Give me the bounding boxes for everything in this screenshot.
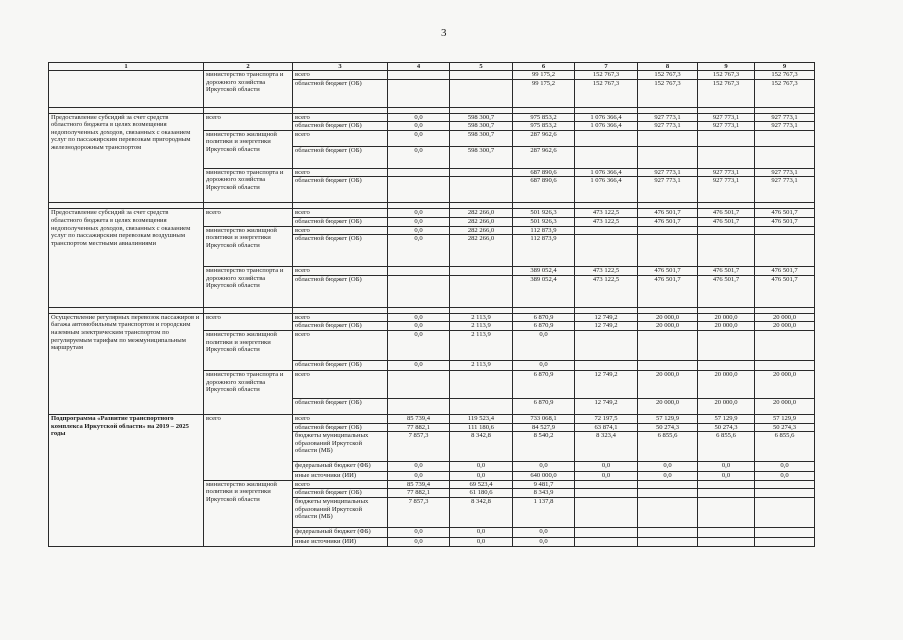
budget-table [48, 62, 815, 547]
value-cell: 0,0 [755, 472, 815, 481]
value-cell: 6 870,9 [513, 370, 575, 398]
value-cell: 112 873,9 [513, 235, 575, 267]
value-cell [450, 275, 513, 307]
value-cell [698, 480, 755, 489]
source-cell: всего [293, 414, 388, 423]
value-cell: 927 773,1 [638, 113, 698, 122]
value-cell: 50 274,3 [638, 423, 698, 432]
value-cell: 50 274,3 [755, 423, 815, 432]
source-cell: областной бюджет (ОБ) [293, 235, 388, 267]
value-cell: 476 501,7 [638, 209, 698, 218]
value-cell: 20 000,0 [755, 398, 815, 414]
value-cell: 0,0 [513, 462, 575, 472]
value-cell: 927 773,1 [698, 177, 755, 203]
source-cell: областной бюджет (ОБ) [293, 423, 388, 432]
value-cell: 1 076 366,4 [575, 168, 638, 177]
value-cell [638, 497, 698, 527]
value-cell: 7 857,3 [388, 497, 450, 527]
column-header: 8 [638, 63, 698, 71]
source-cell: иные источники (ИИ) [293, 472, 388, 481]
value-cell: 77 882,1 [388, 489, 450, 498]
value-cell: 473 122,5 [575, 209, 638, 218]
value-cell [755, 146, 815, 168]
measure-title-cell: Осуществление регулярных перевозок пассажиров и багажа автомобильным транспортом и городским наземным электрическим транспортом по регулируемым тарифам по межмуниципальным маршрутам [49, 313, 204, 414]
value-cell [450, 398, 513, 414]
executor-cell: министерство жилищной политики и энергетики Иркутской области [204, 226, 293, 267]
value-cell: 1 137,8 [513, 497, 575, 527]
value-cell: 6 870,9 [513, 313, 575, 322]
value-cell: 152 767,3 [575, 71, 638, 80]
column-header: 7 [575, 63, 638, 71]
value-cell: 473 122,5 [575, 275, 638, 307]
value-cell: 6 870,9 [513, 322, 575, 331]
value-cell: 0,0 [388, 226, 450, 235]
value-cell [755, 527, 815, 537]
value-cell: 927 773,1 [755, 177, 815, 203]
value-cell: 8 342,8 [450, 432, 513, 462]
value-cell: 476 501,7 [638, 217, 698, 226]
value-cell: 975 853,2 [513, 113, 575, 122]
value-cell: 0,0 [388, 472, 450, 481]
value-cell: 0,0 [388, 313, 450, 322]
value-cell: 927 773,1 [755, 122, 815, 131]
value-cell: 0,0 [698, 462, 755, 472]
header-row [49, 63, 815, 71]
source-cell: федеральный бюджет (ФБ) [293, 527, 388, 537]
value-cell: 84 527,9 [513, 423, 575, 432]
value-cell [388, 267, 450, 276]
value-cell: 1 076 366,4 [575, 177, 638, 203]
value-cell [638, 489, 698, 498]
column-header: 6 [513, 63, 575, 71]
value-cell: 733 068,1 [513, 414, 575, 423]
value-cell [575, 497, 638, 527]
source-cell: иные источники (ИИ) [293, 537, 388, 546]
value-cell [698, 537, 755, 546]
value-cell: 0,0 [513, 527, 575, 537]
value-cell [638, 226, 698, 235]
value-cell: 20 000,0 [755, 313, 815, 322]
value-cell: 927 773,1 [638, 168, 698, 177]
value-cell [450, 177, 513, 203]
value-cell: 389 052,4 [513, 267, 575, 276]
value-cell: 77 882,1 [388, 423, 450, 432]
executor-cell: министерство транспорта и дорожного хозяйства Иркутской области [204, 168, 293, 203]
column-header: 1 [49, 63, 204, 71]
value-cell [638, 146, 698, 168]
value-cell: 598 300,7 [450, 130, 513, 146]
value-cell: 6 855,6 [755, 432, 815, 462]
value-cell: 152 767,3 [638, 71, 698, 80]
value-cell: 85 739,4 [388, 480, 450, 489]
value-cell: 282 266,0 [450, 217, 513, 226]
value-cell [575, 226, 638, 235]
value-cell: 640 000,0 [513, 472, 575, 481]
value-cell [388, 398, 450, 414]
value-cell: 7 857,3 [388, 432, 450, 462]
value-cell [638, 480, 698, 489]
value-cell [575, 146, 638, 168]
value-cell [388, 370, 450, 398]
value-cell: 50 274,3 [698, 423, 755, 432]
value-cell: 20 000,0 [755, 322, 815, 331]
executor-cell: министерство транспорта и дорожного хозяйства Иркутской области [204, 370, 293, 414]
executor-cell: всего [204, 209, 293, 226]
source-cell: всего [293, 313, 388, 322]
value-cell: 152 767,3 [698, 71, 755, 80]
source-cell: областной бюджет (ОБ) [293, 322, 388, 331]
value-cell: 0,0 [388, 122, 450, 131]
value-cell: 8 323,4 [575, 432, 638, 462]
value-cell: 287 962,6 [513, 146, 575, 168]
source-cell: областной бюджет (ОБ) [293, 275, 388, 307]
value-cell: 598 300,7 [450, 122, 513, 131]
value-cell [450, 267, 513, 276]
value-cell [388, 168, 450, 177]
value-cell [638, 537, 698, 546]
value-cell: 975 853,2 [513, 122, 575, 131]
value-cell: 927 773,1 [698, 168, 755, 177]
value-cell: 99 175,2 [513, 71, 575, 80]
source-cell: всего [293, 113, 388, 122]
value-cell [575, 537, 638, 546]
value-cell: 476 501,7 [755, 209, 815, 218]
value-cell: 0,0 [513, 537, 575, 546]
value-cell: 927 773,1 [755, 168, 815, 177]
table-row [49, 113, 815, 122]
value-cell: 282 266,0 [450, 209, 513, 218]
value-cell: 8 342,8 [450, 497, 513, 527]
value-cell: 8 540,2 [513, 432, 575, 462]
source-cell: федеральный бюджет (ФБ) [293, 462, 388, 472]
value-cell: 12 749,2 [575, 322, 638, 331]
source-cell: всего [293, 130, 388, 146]
value-cell [755, 235, 815, 267]
value-cell [575, 489, 638, 498]
value-cell: 2 113,9 [450, 330, 513, 360]
subprogram-title-cell: Подпрограмма «Развитие транспортного комплекса Иркутской области» на 2019 – 2025 годы [49, 414, 204, 546]
source-cell: всего [293, 71, 388, 80]
value-cell: 152 767,3 [575, 79, 638, 107]
executor-cell: министерство жилищной политики и энергетики Иркутской области [204, 480, 293, 546]
executor-cell: министерство транспорта и дорожного хозяйства Иркутской области [204, 71, 293, 108]
value-cell: 476 501,7 [698, 217, 755, 226]
value-cell: 927 773,1 [755, 113, 815, 122]
value-cell [575, 360, 638, 370]
page-number: 3 [441, 27, 447, 39]
executor-cell: министерство жилищной политики и энергетики Иркутской области [204, 130, 293, 168]
value-cell [450, 168, 513, 177]
value-cell: 476 501,7 [755, 217, 815, 226]
column-header: 4 [388, 63, 450, 71]
value-cell: 389 052,4 [513, 275, 575, 307]
column-header: 9 [755, 63, 815, 71]
value-cell: 20 000,0 [698, 398, 755, 414]
value-cell [698, 235, 755, 267]
value-cell: 0,0 [450, 537, 513, 546]
value-cell [638, 527, 698, 537]
value-cell: 0,0 [450, 472, 513, 481]
value-cell [755, 360, 815, 370]
value-cell: 476 501,7 [638, 267, 698, 276]
value-cell: 0,0 [388, 113, 450, 122]
value-cell: 0,0 [388, 217, 450, 226]
value-cell [575, 527, 638, 537]
value-cell: 57 129,9 [755, 414, 815, 423]
source-cell: областной бюджет (ОБ) [293, 398, 388, 414]
value-cell: 476 501,7 [755, 267, 815, 276]
source-cell: бюджеты муниципальных образований Иркутской области (МБ) [293, 432, 388, 462]
table-row [49, 313, 815, 322]
value-cell [698, 146, 755, 168]
column-header: 5 [450, 63, 513, 71]
value-cell: 0,0 [755, 462, 815, 472]
value-cell: 0,0 [513, 360, 575, 370]
source-cell: областной бюджет (ОБ) [293, 489, 388, 498]
value-cell [388, 275, 450, 307]
value-cell [698, 527, 755, 537]
value-cell: 12 749,2 [575, 313, 638, 322]
value-cell: 20 000,0 [638, 370, 698, 398]
value-cell: 20 000,0 [755, 370, 815, 398]
source-cell: всего [293, 370, 388, 398]
value-cell [450, 71, 513, 80]
value-cell: 20 000,0 [638, 313, 698, 322]
value-cell [575, 330, 638, 360]
value-cell: 927 773,1 [698, 113, 755, 122]
value-cell: 57 129,9 [638, 414, 698, 423]
value-cell: 6 870,9 [513, 398, 575, 414]
value-cell [755, 489, 815, 498]
value-cell: 476 501,7 [698, 267, 755, 276]
value-cell [638, 130, 698, 146]
value-cell: 119 523,4 [450, 414, 513, 423]
executor-cell: всего [204, 313, 293, 330]
value-cell [450, 79, 513, 107]
value-cell: 687 890,6 [513, 177, 575, 203]
column-header: 3 [293, 63, 388, 71]
value-cell: 20 000,0 [638, 322, 698, 331]
value-cell: 0,0 [388, 235, 450, 267]
value-cell: 57 129,9 [698, 414, 755, 423]
value-cell: 282 266,0 [450, 235, 513, 267]
value-cell: 476 501,7 [638, 275, 698, 307]
source-cell: областной бюджет (ОБ) [293, 122, 388, 131]
value-cell: 0,0 [388, 360, 450, 370]
value-cell: 476 501,7 [698, 209, 755, 218]
value-cell: 0,0 [450, 527, 513, 537]
value-cell: 0,0 [388, 462, 450, 472]
table-row [49, 209, 815, 218]
executor-cell: министерство транспорта и дорожного хозяйства Иркутской области [204, 267, 293, 308]
value-cell [575, 130, 638, 146]
value-cell [450, 370, 513, 398]
value-cell: 0,0 [638, 472, 698, 481]
value-cell: 152 767,3 [755, 79, 815, 107]
value-cell [698, 497, 755, 527]
value-cell: 152 767,3 [638, 79, 698, 107]
value-cell [575, 480, 638, 489]
value-cell: 20 000,0 [698, 322, 755, 331]
value-cell: 6 855,6 [638, 432, 698, 462]
source-cell: всего [293, 267, 388, 276]
value-cell: 0,0 [388, 537, 450, 546]
value-cell: 111 180,6 [450, 423, 513, 432]
value-cell [755, 330, 815, 360]
value-cell: 0,0 [575, 472, 638, 481]
column-header: 2 [204, 63, 293, 71]
value-cell: 1 076 366,4 [575, 113, 638, 122]
source-cell: всего [293, 209, 388, 218]
value-cell: 0,0 [388, 146, 450, 168]
value-cell [638, 330, 698, 360]
source-cell: областной бюджет (ОБ) [293, 177, 388, 203]
source-cell: всего [293, 330, 388, 360]
value-cell: 12 749,2 [575, 370, 638, 398]
value-cell: 927 773,1 [638, 177, 698, 203]
value-cell: 927 773,1 [698, 122, 755, 131]
table-row [49, 71, 815, 80]
measure-title-cell: Предоставление субсидий за счет средств областного бюджета в целях возмещения недополученных доходов, связанных с оказанием услуг по пассажирским перевозкам пригородным железнодорожным транспортом [49, 113, 204, 203]
value-cell [638, 235, 698, 267]
value-cell: 287 962,6 [513, 130, 575, 146]
source-cell: областной бюджет (ОБ) [293, 146, 388, 168]
value-cell: 8 343,9 [513, 489, 575, 498]
value-cell [755, 537, 815, 546]
source-cell: всего [293, 480, 388, 489]
value-cell: 598 300,7 [450, 113, 513, 122]
value-cell: 12 749,2 [575, 398, 638, 414]
source-cell: областной бюджет (ОБ) [293, 360, 388, 370]
value-cell: 473 122,5 [575, 267, 638, 276]
value-cell: 0,0 [388, 322, 450, 331]
value-cell: 1 076 366,4 [575, 122, 638, 131]
source-cell: областной бюджет (ОБ) [293, 217, 388, 226]
value-cell: 0,0 [513, 330, 575, 360]
value-cell [698, 489, 755, 498]
value-cell: 0,0 [638, 462, 698, 472]
value-cell [755, 497, 815, 527]
measure-title-cell: Предоставление субсидий за счет средств областного бюджета в целях возмещения недополученных доходов, связанных с оказанием услуг по пассажирским перевозкам воздушным транспортом местными авиалиниями [49, 209, 204, 307]
value-cell: 69 523,4 [450, 480, 513, 489]
value-cell: 63 874,1 [575, 423, 638, 432]
value-cell: 476 501,7 [698, 275, 755, 307]
value-cell: 0,0 [450, 462, 513, 472]
value-cell [388, 71, 450, 80]
value-cell: 112 873,9 [513, 226, 575, 235]
value-cell: 0,0 [575, 462, 638, 472]
value-cell: 0,0 [388, 130, 450, 146]
value-cell [698, 360, 755, 370]
value-cell: 473 122,5 [575, 217, 638, 226]
value-cell: 501 926,3 [513, 209, 575, 218]
value-cell: 0,0 [388, 330, 450, 360]
table-row [49, 414, 815, 423]
measure-title-cell [49, 71, 204, 108]
column-header: 9 [698, 63, 755, 71]
value-cell: 61 180,6 [450, 489, 513, 498]
value-cell: 9 481,7 [513, 480, 575, 489]
value-cell: 0,0 [388, 209, 450, 218]
value-cell: 0,0 [388, 527, 450, 537]
value-cell: 72 197,5 [575, 414, 638, 423]
value-cell: 687 890,6 [513, 168, 575, 177]
value-cell: 282 266,0 [450, 226, 513, 235]
value-cell: 6 855,6 [698, 432, 755, 462]
value-cell: 598 300,7 [450, 146, 513, 168]
value-cell [755, 130, 815, 146]
executor-cell: всего [204, 113, 293, 130]
source-cell: бюджеты муниципальных образований Иркутской области (МБ) [293, 497, 388, 527]
source-cell: областной бюджет (ОБ) [293, 79, 388, 107]
source-cell: всего [293, 168, 388, 177]
executor-cell: всего [204, 414, 293, 480]
value-cell: 20 000,0 [638, 398, 698, 414]
value-cell: 99 175,2 [513, 79, 575, 107]
value-cell [388, 79, 450, 107]
value-cell: 20 000,0 [698, 370, 755, 398]
value-cell: 501 926,3 [513, 217, 575, 226]
executor-cell: министерство жилищной политики и энергетики Иркутской области [204, 330, 293, 370]
value-cell: 152 767,3 [698, 79, 755, 107]
value-cell [698, 130, 755, 146]
value-cell [388, 177, 450, 203]
value-cell: 2 113,9 [450, 322, 513, 331]
value-cell: 476 501,7 [755, 275, 815, 307]
value-cell [755, 226, 815, 235]
value-cell: 0,0 [698, 472, 755, 481]
value-cell [575, 235, 638, 267]
value-cell [755, 480, 815, 489]
value-cell: 2 113,9 [450, 360, 513, 370]
value-cell [638, 360, 698, 370]
value-cell: 20 000,0 [698, 313, 755, 322]
value-cell [698, 226, 755, 235]
value-cell: 85 739,4 [388, 414, 450, 423]
value-cell [698, 330, 755, 360]
source-cell: всего [293, 226, 388, 235]
value-cell: 2 113,9 [450, 313, 513, 322]
value-cell: 152 767,3 [755, 71, 815, 80]
value-cell: 927 773,1 [638, 122, 698, 131]
